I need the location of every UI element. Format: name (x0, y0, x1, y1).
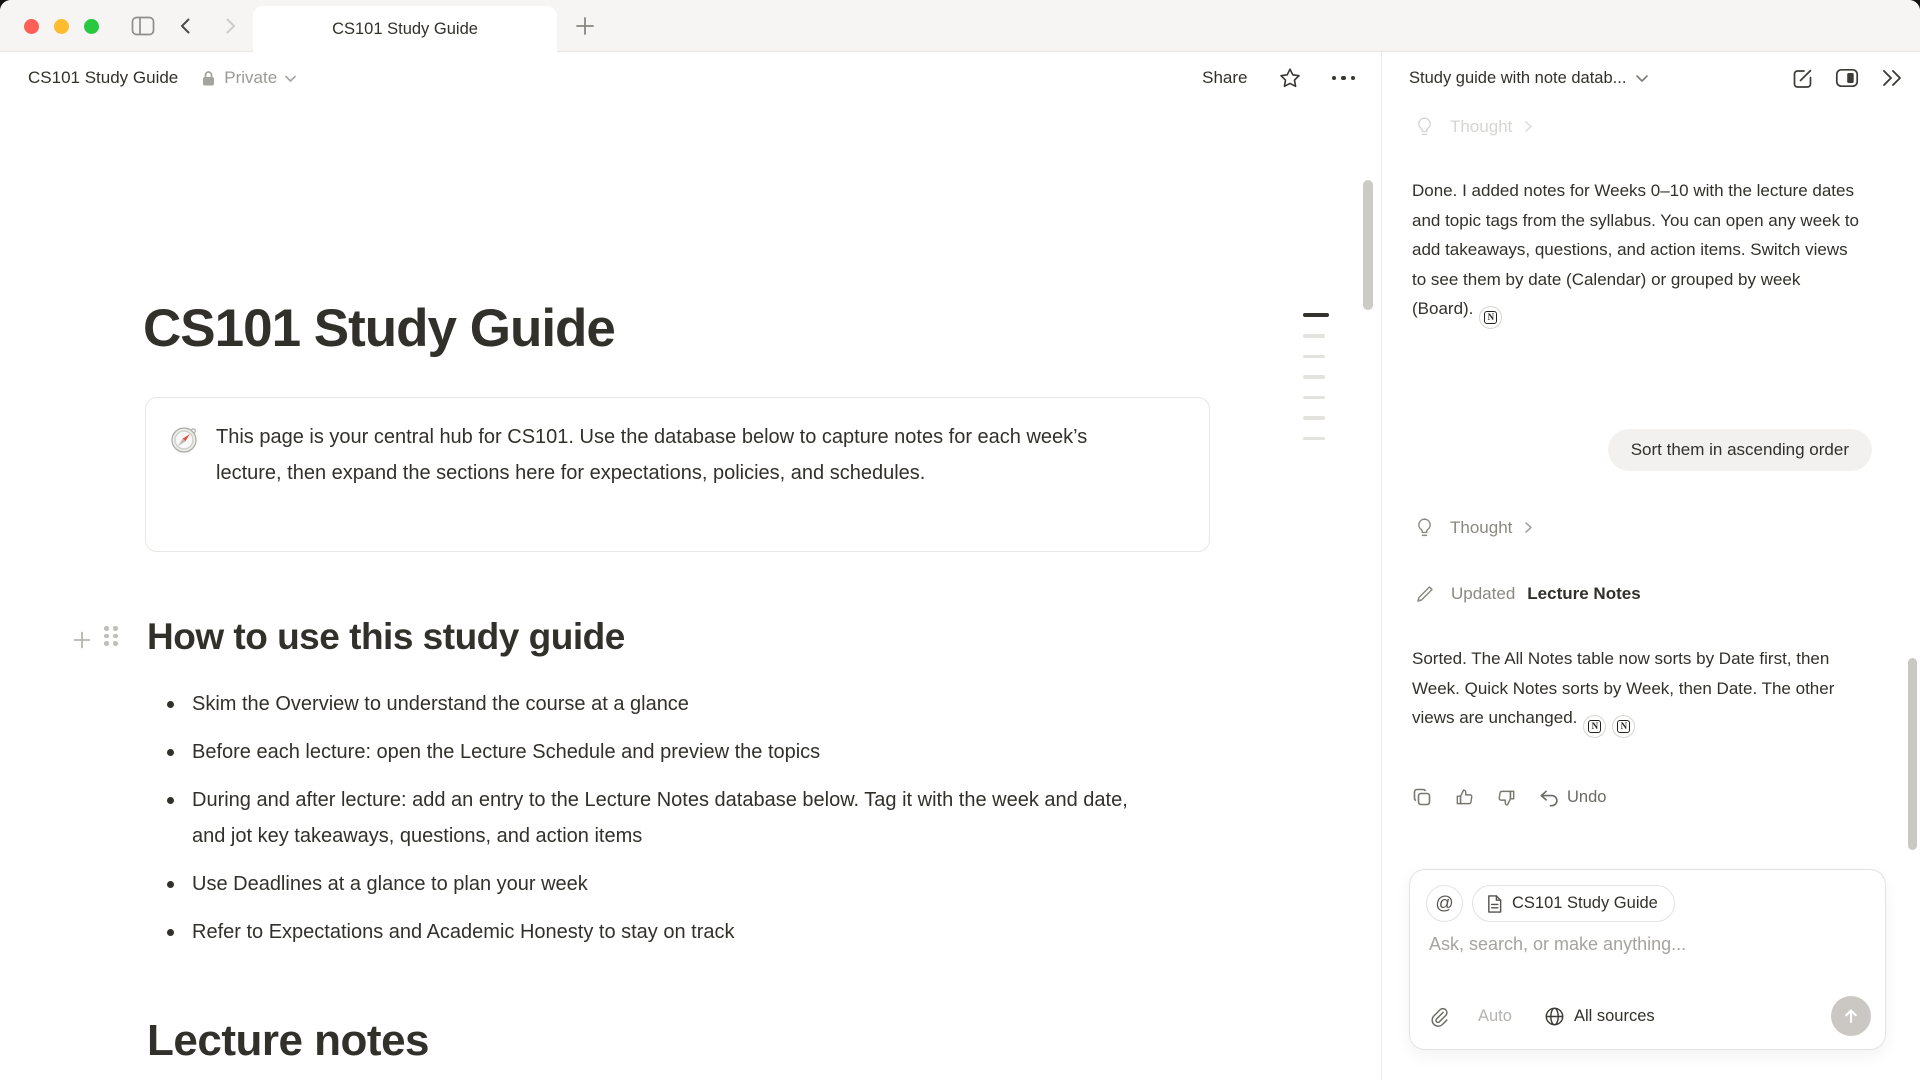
undo-button[interactable] (1538, 788, 1606, 807)
bullet-item[interactable]: Before each lecture: open the Lecture Schedule and preview the topics (165, 734, 1145, 770)
page-title[interactable]: CS101 Study Guide (143, 299, 615, 358)
callout-block[interactable] (145, 397, 1210, 552)
bullet-item[interactable]: Refer to Expectations and Academic Honesty to stay on track (165, 914, 1145, 950)
notion-page-badge-icon[interactable]: N (1583, 715, 1606, 738)
attach-icon[interactable] (1428, 1005, 1450, 1028)
back-icon[interactable] (176, 15, 196, 37)
thought-label: Thought (1450, 116, 1513, 136)
chevron-down-icon[interactable] (1635, 74, 1649, 83)
message-actions (1412, 787, 1606, 808)
lightbulb-icon (1415, 517, 1434, 538)
forward-icon[interactable] (220, 15, 240, 37)
assistant-message: Sorted. The All Notes table now sorts by Date first, then Week. Quick Notes sorts by Week, then Date. The other views are unchanged. N N (1412, 644, 1864, 738)
document-canvas (0, 104, 1381, 1080)
table-of-contents (1303, 313, 1329, 457)
toc-item[interactable] (1303, 437, 1325, 441)
new-chat-icon[interactable] (1791, 67, 1814, 90)
tab-title: CS101 Study Guide (332, 20, 478, 38)
chat-composer[interactable] (1409, 869, 1886, 1050)
arrow-up-icon (1842, 1007, 1860, 1025)
toc-item[interactable] (1303, 416, 1325, 420)
toggle-sidebar-icon[interactable] (131, 15, 155, 37)
pencil-edit-icon (1415, 584, 1435, 604)
chevron-down-icon (284, 74, 297, 83)
notion-page-badge-icon[interactable]: N (1479, 306, 1502, 329)
updated-target[interactable]: Lecture Notes (1527, 584, 1641, 603)
toggle-panel-icon[interactable] (1835, 67, 1859, 89)
user-message: Sort them in ascending order (1608, 429, 1872, 471)
notion-page-badge-icon[interactable]: N (1612, 715, 1635, 738)
undo-icon (1538, 788, 1559, 807)
breadcrumb[interactable]: CS101 Study Guide (28, 68, 179, 87)
bullet-item[interactable]: Use Deadlines at a glance to plan your week (165, 866, 1145, 902)
undo-label: Undo (1567, 788, 1607, 806)
privacy-label: Private (224, 68, 278, 87)
lightbulb-icon (1415, 116, 1434, 137)
bullet-list (165, 686, 1145, 962)
share-button[interactable]: Share (1202, 68, 1248, 87)
context-chip[interactable] (1472, 885, 1675, 922)
assistant-header (1382, 52, 1920, 104)
thread-title[interactable]: Study guide with note datab... (1409, 68, 1627, 87)
minimize-window-button[interactable] (54, 19, 69, 34)
favorite-star-icon[interactable] (1278, 66, 1302, 90)
sidebar-scrollbar[interactable] (1908, 658, 1917, 850)
chat-input[interactable]: Ask, search, or make anything... (1429, 934, 1687, 954)
thought-row-faded[interactable] (1415, 116, 1533, 137)
main-scrollbar[interactable] (1363, 180, 1373, 310)
collapse-sidebar-icon[interactable] (1880, 68, 1904, 88)
active-tab[interactable] (253, 6, 557, 53)
toc-item[interactable] (1303, 334, 1325, 338)
bullet-item[interactable]: Skim the Overview to understand the course at a glance (165, 686, 1145, 722)
bullet-item[interactable]: During and after lecture: add an entry to the Lecture Notes database below. Tag it with the week and date, and jot key takeaways, questions, and action items (165, 782, 1145, 854)
assistant-sidebar (1382, 52, 1920, 1080)
close-window-button[interactable] (24, 19, 39, 34)
document-icon (1486, 894, 1503, 914)
section-heading[interactable]: How to use this study guide (147, 616, 625, 657)
compass-icon (170, 426, 198, 454)
globe-icon (1544, 1006, 1565, 1027)
sources-selector[interactable] (1544, 1006, 1655, 1027)
send-button[interactable] (1831, 996, 1871, 1036)
toc-item-active[interactable] (1303, 313, 1329, 317)
tab-strip (0, 0, 1920, 52)
more-options-button[interactable] (1332, 76, 1356, 81)
callout-text: This page is your central hub for CS101. Use the database below to capture notes for each week’s lecture, then expand the sections here for expectations, policies, and schedules. (216, 426, 1088, 484)
new-tab-button[interactable] (572, 13, 598, 39)
thought-row[interactable] (1415, 517, 1533, 538)
zoom-window-button[interactable] (84, 19, 99, 34)
mention-button[interactable]: @ (1426, 885, 1463, 922)
thumbs-up-icon[interactable] (1454, 787, 1475, 808)
mode-selector[interactable]: Auto (1478, 1006, 1512, 1025)
updated-row[interactable] (1415, 584, 1641, 604)
context-chip-label: CS101 Study Guide (1512, 894, 1658, 912)
thumbs-down-icon[interactable] (1496, 787, 1517, 808)
toc-item[interactable] (1303, 375, 1325, 379)
toc-item[interactable] (1303, 396, 1325, 400)
heading-block (0, 616, 1381, 666)
copy-icon[interactable] (1412, 787, 1433, 808)
page-toolbar (0, 52, 1381, 104)
drag-handle-icon[interactable] (104, 626, 118, 646)
updated-label: Updated (1451, 584, 1516, 603)
toc-item[interactable] (1303, 355, 1325, 359)
thought-label: Thought (1450, 517, 1513, 537)
assistant-message: Done. I added notes for Weeks 0–10 with the lecture dates and topic tags from the syllabus. You can open any week to add takeaways, questions, and action items. Switch views to see them by date (Calendar) or grouped by week (Board). N (1412, 176, 1864, 329)
bottom-heading[interactable]: Lecture notes (147, 1016, 430, 1065)
lock-icon (200, 69, 217, 87)
sources-label: All sources (1573, 1006, 1655, 1025)
add-block-icon[interactable] (70, 628, 94, 652)
privacy-dropdown[interactable] (200, 68, 297, 88)
